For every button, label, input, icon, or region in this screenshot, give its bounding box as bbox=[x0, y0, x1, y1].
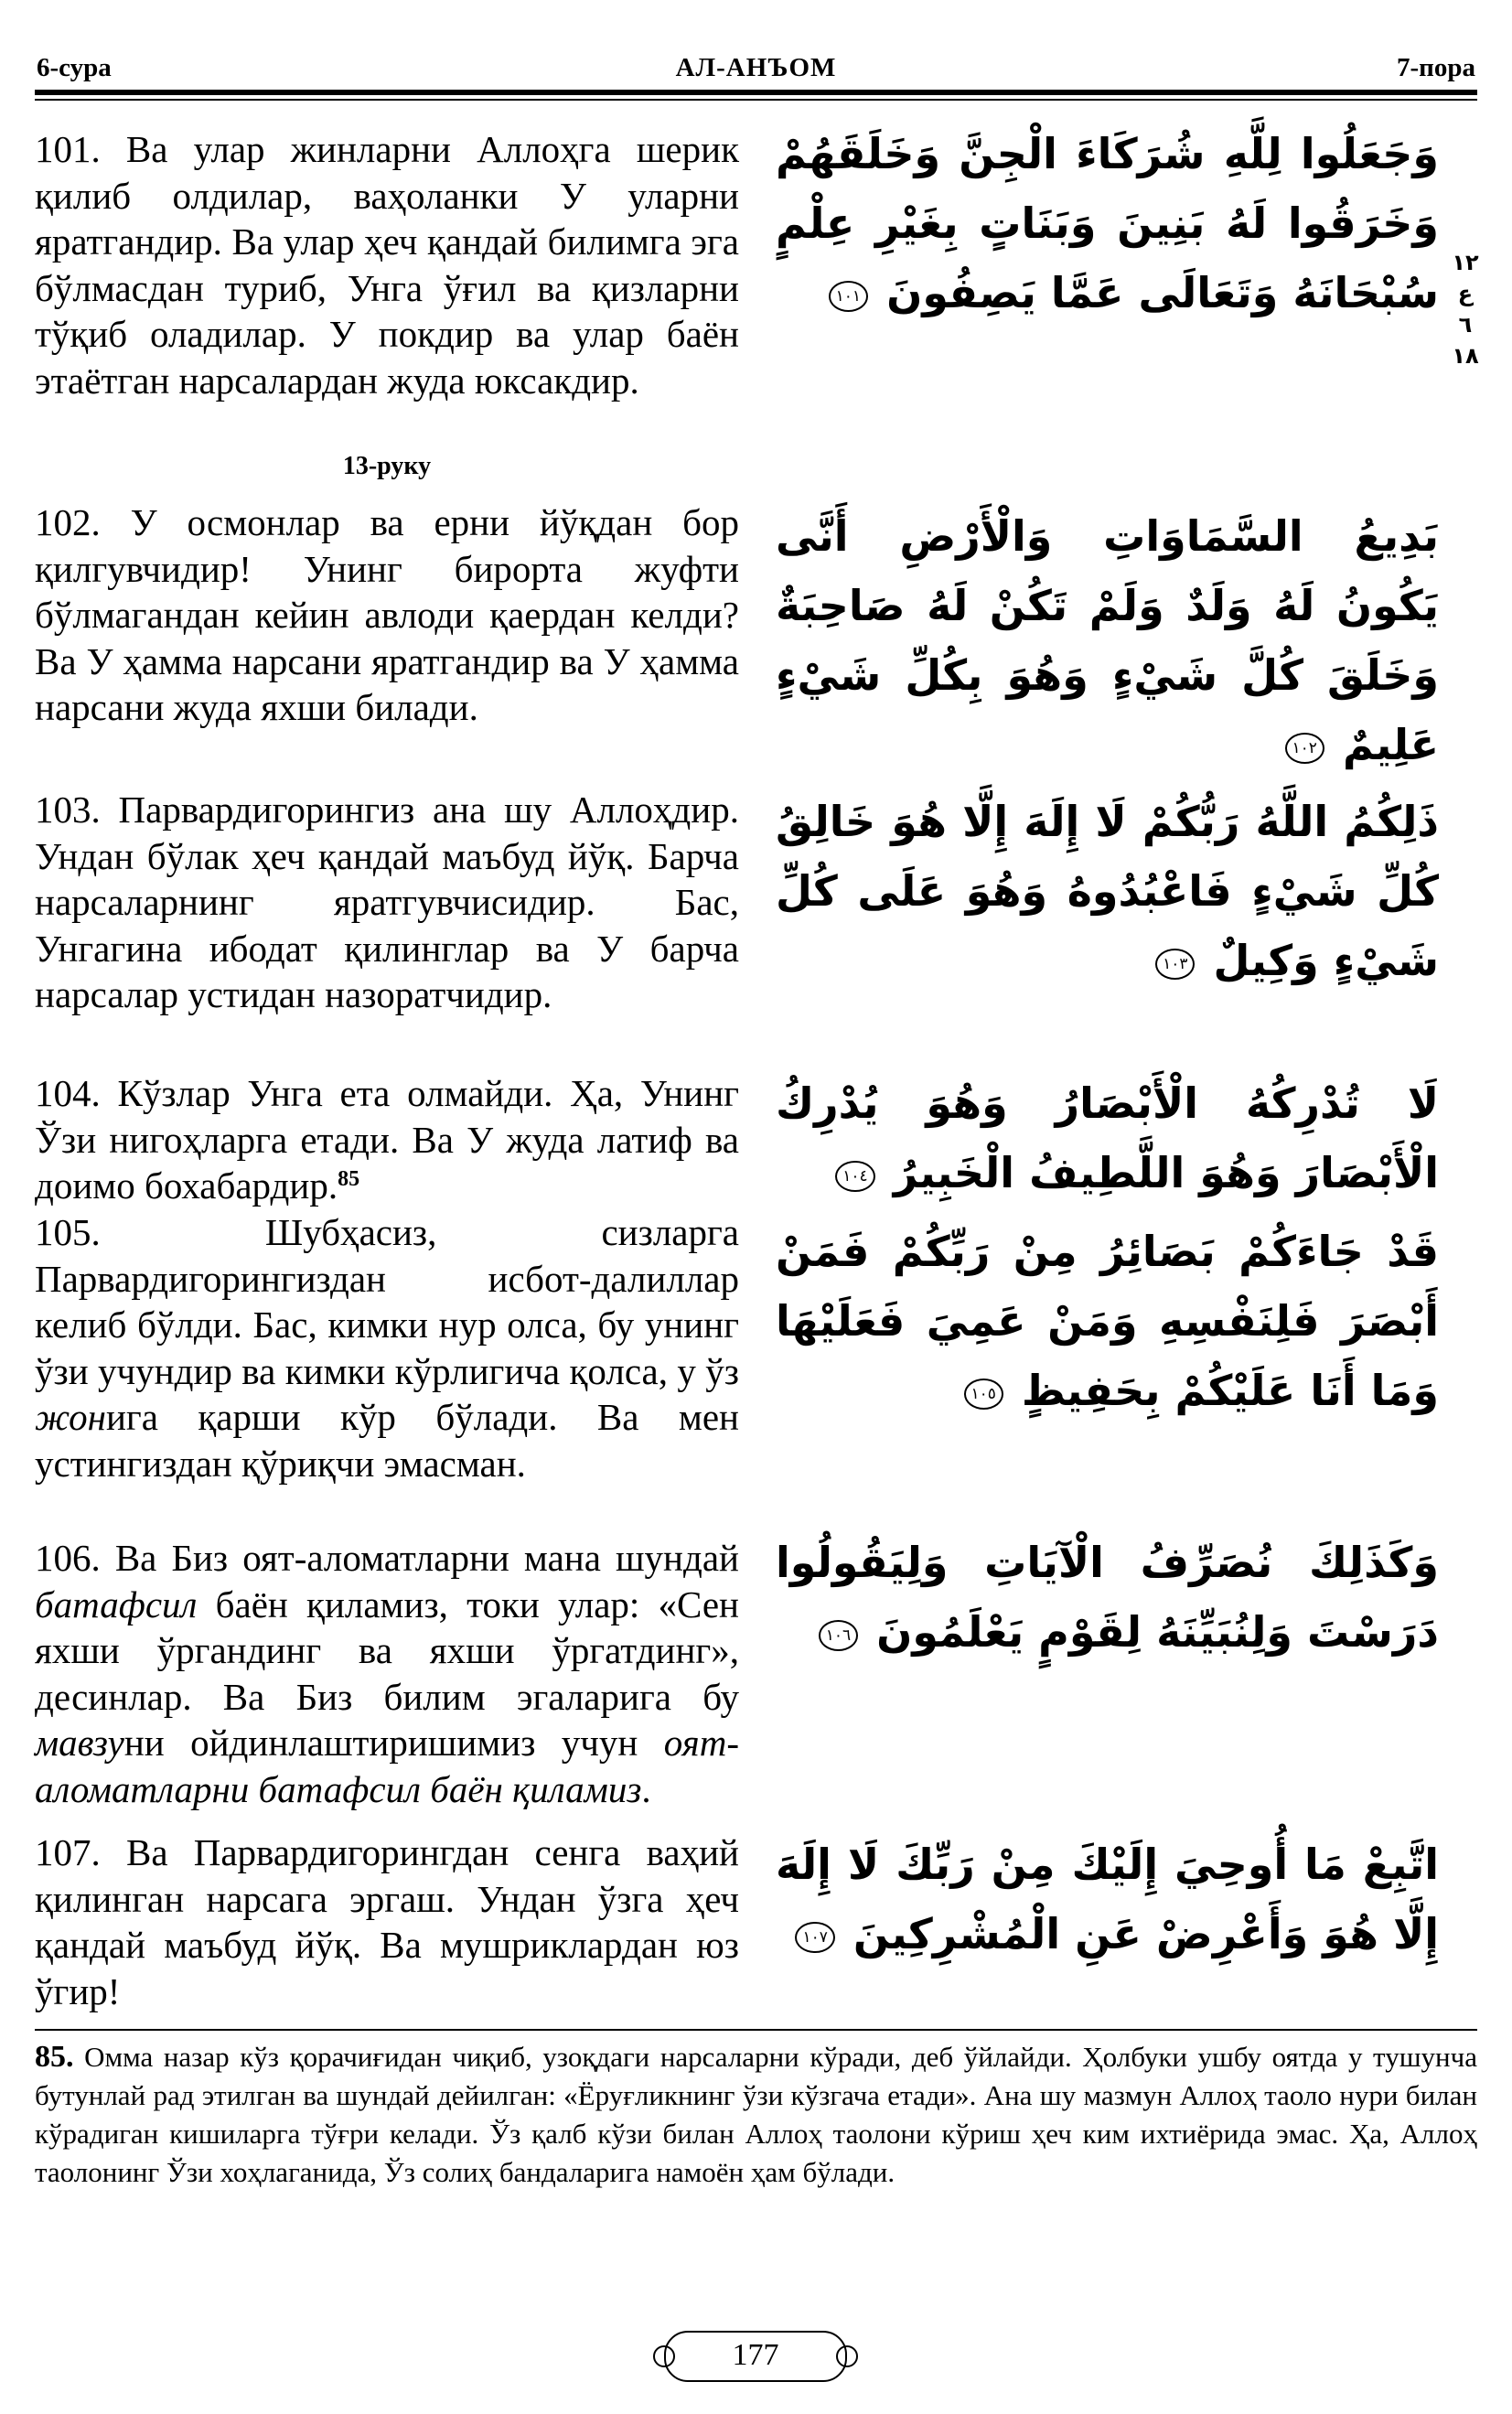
page-number bbox=[664, 2331, 847, 2384]
arabic-text: وَكَذَلِكَ نُصَرِّفُ الْآيَاتِ وَلِيَقُولُوا دَرَسْتَ وَلِنُبَيِّنَهُ لِقَوْمٍ يَعْلَمُونَ bbox=[776, 1538, 1439, 1657]
verse-102-translation: 102. У осмонлар ва ерни йўқдан бор қилгувчидир! Унинг бирорта жуфти бўлмагандан кейин авлоди қаердан келди? Ва У ҳамма нарсани яратгандир ва У ҳамма нарсани жуда яхши билади. bbox=[35, 501, 739, 728]
verse-103-arabic bbox=[776, 787, 1439, 995]
verse-106-text: ни ойдинлаштиришимиз учун bbox=[123, 1722, 664, 1764]
verse-106-arabic bbox=[776, 1528, 1439, 1667]
verse-number-marker: ١٠١ bbox=[829, 281, 868, 312]
verse-number-marker: ١٠٧ bbox=[795, 1922, 834, 1953]
juz-number: 7-пора bbox=[1397, 53, 1475, 82]
verse-number-marker: ١٠٢ bbox=[1285, 733, 1324, 764]
verse-number-marker: ١٠٤ bbox=[835, 1161, 874, 1192]
ruku-marker-line: ١٨ bbox=[1452, 343, 1479, 369]
verse-102-arabic bbox=[776, 501, 1439, 779]
arabic-text: لَا تُدْرِكُهُ الْأَبْصَارُ وَهُوَ يُدْرِكُ الْأَبْصَارَ وَهُوَ اللَّطِيفُ الْخَبِيرُ bbox=[776, 1078, 1439, 1197]
footnote-85 bbox=[35, 2038, 1477, 2192]
verse-101-translation: 101. Ва улар жинларни Аллоҳга шерик қилиб олдилар, ваҳоланки У уларни яратгандир. Ва улар ҳеч қандай билимга эга бўлмасдан туриб, Унга ўғил ва қизларни тўқиб оладилар. У покдир ва улар баён этаётган нарсалардан жуда юксакдир. bbox=[35, 128, 739, 402]
page-number-value: 177 bbox=[732, 2338, 779, 2372]
footnote-reference: 85 bbox=[338, 1167, 360, 1191]
verse-number-marker: ١٠٦ bbox=[819, 1620, 858, 1651]
footnote-number: 85. bbox=[35, 2040, 74, 2074]
verse-106-italic: оят-аломатларни батафсил баён қиламиз bbox=[35, 1722, 739, 1810]
verse-106-italic: мавзу bbox=[35, 1722, 124, 1764]
arabic-text: اتَّبِعْ مَا أُوحِيَ إِلَيْكَ مِنْ رَبِّكَ لَا إِلَهَ إِلَّا هُوَ وَأَعْرِضْ عَنِ الْمُشْرِكِينَ bbox=[776, 1840, 1439, 1958]
verse-104-text: 104. Кўзлар Унга ета олмайди. Ҳа, Унинг Ўзи нигоҳларга етади. Ва У жуда латиф ва доимо бохабардир. bbox=[35, 1072, 739, 1207]
verse-104-arabic bbox=[776, 1068, 1439, 1207]
ruku-marker bbox=[1447, 247, 1484, 371]
verse-106-text: баён қиламиз, токи улар: «Сен яхши ўргандинг ва яхши ўргатдинг», десинлар. Ва Биз билим эгаларига бу bbox=[35, 1583, 739, 1718]
verse-106-text: 106. Ва Биз оят-аломатларни мана шундай bbox=[35, 1537, 739, 1579]
arabic-text: بَدِيعُ السَّمَاوَاتِ وَالْأَرْضِ أَنَّى يَكُونُ لَهُ وَلَدٌ وَلَمْ تَكُنْ لَهُ صَاحِبَةٌ وَخَلَقَ كُلَّ شَيْءٍ وَهُوَ بِكُلِّ شَيْءٍ عَلِيمٌ bbox=[776, 511, 1439, 769]
verse-107-arabic bbox=[776, 1829, 1439, 1969]
footnote-text: Омма назар кўз қорачиғидан чиқиб, узоқдаги нарсаларни кўради, деб ўйлайди. Ҳолбуки ушбу оятда у тушунча бутунлай рад этилган ва шундай дейилган: «Ёруғликнинг ўзи кўзгача етади». Ана шу мазмун Аллоҳ таоло нури билан кўрадиган кишиларга тўғри келади. Ўз қалб кўзи билан Аллоҳ таолони кўриш ҳеч ким ихтиёрида эмас. Ҳа, Аллоҳ таолонинг Ўзи хоҳлаганида, Ўз солиҳ бандаларига намоён ҳам бўлади. bbox=[35, 2041, 1477, 2188]
footnote-rule bbox=[35, 2029, 1477, 2031]
sura-number: 6-сура bbox=[37, 53, 112, 82]
header-rule bbox=[35, 90, 1477, 95]
ruku-heading: 13-руку bbox=[342, 452, 432, 480]
verse-104-translation bbox=[35, 1070, 739, 1209]
ruku-marker-line: ٦ bbox=[1458, 312, 1473, 338]
verse-106-translation bbox=[35, 1535, 739, 1812]
ruku-marker-line: ١٢ bbox=[1452, 250, 1479, 275]
ruku-marker-line: ع bbox=[1457, 281, 1474, 306]
verse-105-arabic bbox=[776, 1217, 1439, 1425]
verse-106-italic: батафсил bbox=[35, 1583, 198, 1625]
verse-number-marker: ١٠٣ bbox=[1155, 949, 1195, 980]
verse-105-text-end: ига қарши кўр бўлади. Ва мен устингиздан қўриқчи эмасман. bbox=[35, 1396, 739, 1485]
arabic-text: قَدْ جَاءَكُمْ بَصَائِرُ مِنْ رَبِّكُمْ فَمَنْ أَبْصَرَ فَلِنَفْسِهِ وَمَنْ عَمِيَ فَعَلَيْهَا وَمَا أَنَا عَلَيْكُمْ بِحَفِيظٍ bbox=[776, 1227, 1439, 1415]
verse-106-text: . bbox=[641, 1767, 651, 1810]
verse-103-translation: 103. Парвардигорингиз ана шу Аллоҳдир. Ундан бўлак ҳеч қандай маъбуд йўқ. Барча нарсаларнинг яратгувчисидир. Бас, Унгагина ибодат қилинглар ва У барча нарсалар устидан назоратчидир. bbox=[35, 789, 739, 1015]
verse-number-marker: ١٠٥ bbox=[964, 1379, 1003, 1410]
verse-101-arabic bbox=[776, 119, 1439, 327]
verse-105-italic: жон bbox=[35, 1396, 106, 1438]
verse-105-translation bbox=[35, 1209, 739, 1486]
header-rule-thin bbox=[35, 99, 1477, 101]
arabic-text: وَجَعَلُوا لِلَّهِ شُرَكَاءَ الْجِنَّ وَخَلَقَهُمْ وَخَرَقُوا لَهُ بَنِينَ وَبَنَاتٍ بِغَيْرِ عِلْمٍ سُبْحَانَهُ وَتَعَالَى عَمَّا يَصِفُونَ bbox=[776, 129, 1439, 317]
sura-title: АЛ-АНЪОМ bbox=[675, 53, 837, 82]
verse-107-translation: 107. Ва Парвардигорингдан сенга ваҳий қилинган нарсага эргаш. Ундан ўзга ҳеч қандай маъбуд йўқ. Ва мушриклардан юз ўгир! bbox=[35, 1831, 739, 2012]
arabic-text: ذَلِكُمُ اللَّهُ رَبُّكُمْ لَا إِلَهَ إِلَّا هُوَ خَالِقُ كُلِّ شَيْءٍ فَاعْبُدُوهُ وَهُوَ عَلَى كُلِّ شَيْءٍ وَكِيلٌ bbox=[776, 797, 1439, 985]
verse-105-text: 105. Шубҳасиз, сизларга Парвардигорингиздан исбот-далиллар келиб бўлди. Бас, кимки нур олса, бу унинг ўзи учундир ва кимки кўрлигича қолса, у ўз bbox=[35, 1211, 739, 1392]
